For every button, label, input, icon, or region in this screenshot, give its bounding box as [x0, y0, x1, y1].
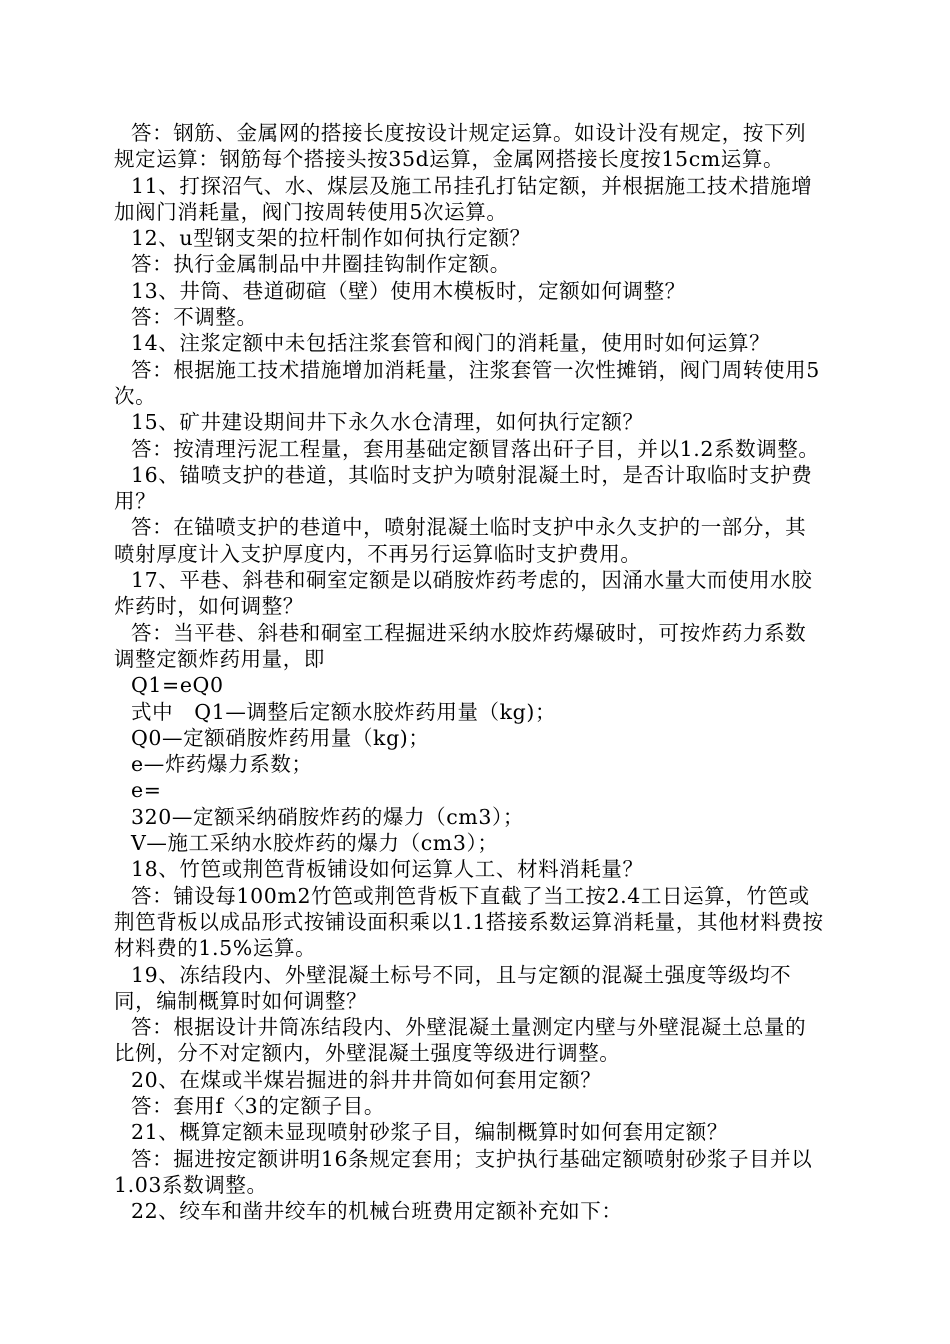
paragraph: 答：执行金属制品中井圈挂钩制作定额。	[131, 252, 511, 277]
paragraph: 18、竹笆或荆笆背板铺设如何运算人工、材料消耗量？	[131, 857, 644, 882]
paragraph: 答：铺设每100m2竹笆或荆笆背板下直截了当工按2.4工日运算，竹笆或荆笆背板以成品形式按铺设面积乘以1.1搭接系数运算消耗量，其他材料费按材料费的1.5%运算。	[114, 883, 824, 961]
paragraph: 答：根据设计井筒冻结段内、外壁混凝土量测定内壁与外壁混凝土总量的比例，分不对定额内，外壁混凝土强度等级进行调整。	[114, 1015, 807, 1066]
paragraph: 15、矿井建设期间井下永久水仓清理，如何执行定额？	[131, 410, 644, 435]
paragraph: 13、井筒、巷道砌碹（壁）使用木模板时，定额如何调整？	[131, 278, 686, 303]
formula-line: Q0—定额硝胺炸药用量（kg)；	[131, 725, 430, 750]
paragraph: 22、绞车和凿井绞车的机械台班费用定额补充如下：	[131, 1199, 623, 1224]
formula-line: V—施工采纳水胶炸药的爆力（cm3）；	[131, 831, 499, 856]
paragraph: 12、u型钢支架的拉杆制作如何执行定额？	[131, 226, 531, 251]
paragraph: 19、冻结段内、外壁混凝土标号不同，且与定额的混凝土强度等级均不同，编制概算时如何调整？	[114, 962, 792, 1013]
formula-line: e=	[131, 778, 162, 803]
paragraph: 答：按清理污泥工程量，套用基础定额冒落出矸子目，并以1.2系数调整。	[131, 436, 820, 461]
paragraph: 答：套用f〈3的定额子目。	[131, 1093, 385, 1118]
paragraph: 答：掘进按定额讲明16条规定套用；支护执行基础定额喷射砂浆子目并以1.03系数调整。	[114, 1146, 813, 1197]
formula-line: 式中 Q1—调整后定额水胶炸药用量（kg)；	[131, 699, 557, 724]
paragraph: 答：不调整。	[131, 305, 258, 330]
paragraph: 答：当平巷、斜巷和硐室工程掘进采纳水胶炸药爆破时，可按炸药力系数调整定额炸药用量，即	[114, 620, 807, 671]
formula-line: 320—定额采纳硝胺炸药的爆力（cm3）；	[131, 804, 524, 829]
paragraph: 11、打探沼气、水、煤层及施工吊挂孔打钻定额，并根据施工技术措施增加阀门消耗量，阀门按周转使用5次运算。	[114, 173, 813, 224]
paragraph: 16、锚喷支护的巷道，其临时支护为喷射混凝土时，是否计取临时支护费用？	[114, 462, 813, 514]
paragraph: 14、注浆定额中未包括注浆套管和阀门的消耗量，使用时如何运算？	[131, 331, 771, 356]
paragraph: 17、平巷、斜巷和硐室定额是以硝胺炸药考虑的，因涌水量大而使用水胶炸药时，如何调整？	[114, 568, 813, 619]
formula-line: Q1=eQ0	[131, 673, 224, 698]
paragraph: 20、在煤或半煤岩掘进的斜井井筒如何套用定额？	[131, 1067, 602, 1092]
formula-line: e—炸药爆力系数；	[131, 752, 313, 777]
paragraph: 21、概算定额未显现喷射砂浆子目，编制概算时如何套用定额？	[131, 1120, 728, 1145]
paragraph: 答：根据施工技术措施增加消耗量，注浆套管一次性摊销，阀门周转使用5次。	[114, 357, 820, 408]
paragraph: 答：钢筋、金属网的搭接长度按设计规定运算。如设计没有规定，按下列规定运算：钢筋每个搭接头按35d运算，金属网搭接长度按15cm运算。	[114, 121, 807, 172]
paragraph: 答：在锚喷支护的巷道中，喷射混凝土临时支护中永久支护的一部分，其喷射厚度计入支护厚度内，不再另行运算临时支护费用。	[114, 515, 807, 566]
document-body	[114, 120, 826, 1224]
